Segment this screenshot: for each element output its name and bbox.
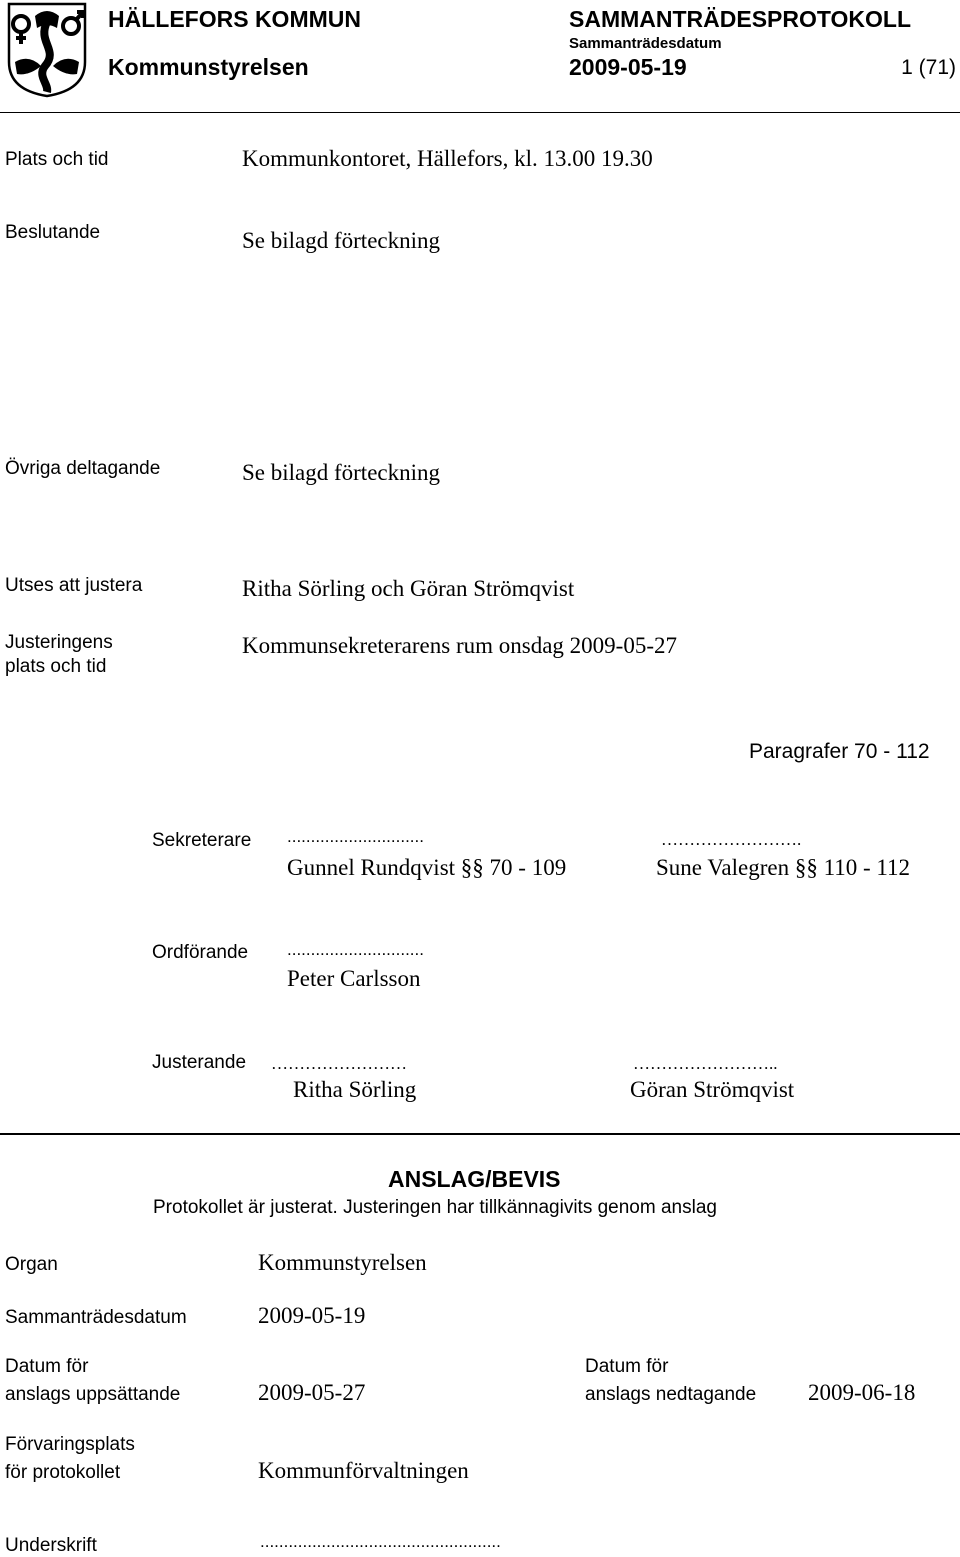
- organ-value: Kommunstyrelsen: [258, 1250, 427, 1275]
- secretary-signature-line-2: …………………….: [661, 830, 802, 849]
- document-type: SAMMANTRÄDESPROTOKOLL: [569, 6, 912, 32]
- chair-name: Peter Carlsson: [287, 966, 421, 991]
- secretary-signature-line-1: .............................: [287, 827, 424, 846]
- municipality-name: HÄLLEFORS KOMMUN: [108, 6, 361, 32]
- chair-signature-line: .............................: [287, 940, 424, 959]
- secretary-name-1: Gunnel Rundqvist §§ 70 - 109: [287, 855, 567, 880]
- adjuster-name-1: Ritha Sörling: [293, 1077, 417, 1102]
- adjust-place-label-line2: plats och tid: [5, 656, 107, 677]
- notice-text: Protokollet är justerat. Justeringen har tillkännagivits genom anslag: [153, 1197, 717, 1218]
- adjust-place-value: Kommunsekreterarens rum onsdag 2009-05-27: [242, 633, 677, 658]
- notice-meeting-date-label: Sammanträdesdatum: [5, 1307, 187, 1328]
- storage-label-line1: Förvaringsplats: [5, 1434, 135, 1455]
- posted-label-line1: Datum för: [5, 1356, 89, 1377]
- secretary-label: Sekreterare: [152, 830, 252, 851]
- paragraph-range: Paragrafer 70 - 112: [749, 740, 930, 763]
- header-divider: [0, 112, 960, 113]
- adjuster-label: Justerande: [152, 1052, 247, 1073]
- deciding-value: Se bilagd förteckning: [242, 228, 441, 253]
- place-value: Kommunkontoret, Hällefors, kl. 13.00 19.30: [242, 146, 653, 171]
- notice-title: ANSLAG/BEVIS: [388, 1166, 561, 1192]
- storage-label-line2: för protokollet: [5, 1462, 121, 1483]
- others-value: Se bilagd förteckning: [242, 460, 441, 485]
- removed-label-line1: Datum för: [585, 1356, 669, 1377]
- adjuster-signature-line-2: ……………………..: [633, 1054, 778, 1073]
- page-number: 1 (71): [901, 56, 956, 79]
- removed-date: 2009-06-18: [808, 1380, 916, 1405]
- hallefors-coat-of-arms-icon: [7, 2, 87, 98]
- signature-label: Underskrift: [5, 1535, 97, 1556]
- organ-label: Organ: [5, 1254, 58, 1275]
- secretary-name-2: Sune Valegren §§ 110 - 112: [656, 855, 911, 880]
- adjust-value: Ritha Sörling och Göran Strömqvist: [242, 576, 575, 601]
- adjuster-signature-line-1: ……………………: [271, 1054, 407, 1073]
- notice-meeting-date-value: 2009-05-19: [258, 1303, 366, 1328]
- removed-label-line2: anslags nedtagande: [585, 1384, 757, 1405]
- notice-divider: [0, 1133, 960, 1135]
- adjust-place-label-line1: Justeringens: [5, 632, 113, 653]
- posted-label-line2: anslags uppsättande: [5, 1384, 181, 1405]
- storage-value: Kommunförvaltningen: [258, 1458, 469, 1483]
- meeting-date: 2009-05-19: [569, 54, 687, 80]
- place-label: Plats och tid: [5, 149, 109, 170]
- deciding-label: Beslutande: [5, 222, 101, 243]
- others-label: Övriga deltagande: [5, 458, 161, 479]
- posted-date: 2009-05-27: [258, 1380, 366, 1405]
- signature-line: ...................................................: [260, 1532, 501, 1551]
- adjuster-name-2: Göran Strömqvist: [630, 1077, 795, 1102]
- meeting-date-label: Sammanträdesdatum: [569, 35, 722, 52]
- chair-label: Ordförande: [152, 942, 249, 963]
- adjust-label: Utses att justera: [5, 575, 143, 596]
- committee-name: Kommunstyrelsen: [108, 54, 309, 80]
